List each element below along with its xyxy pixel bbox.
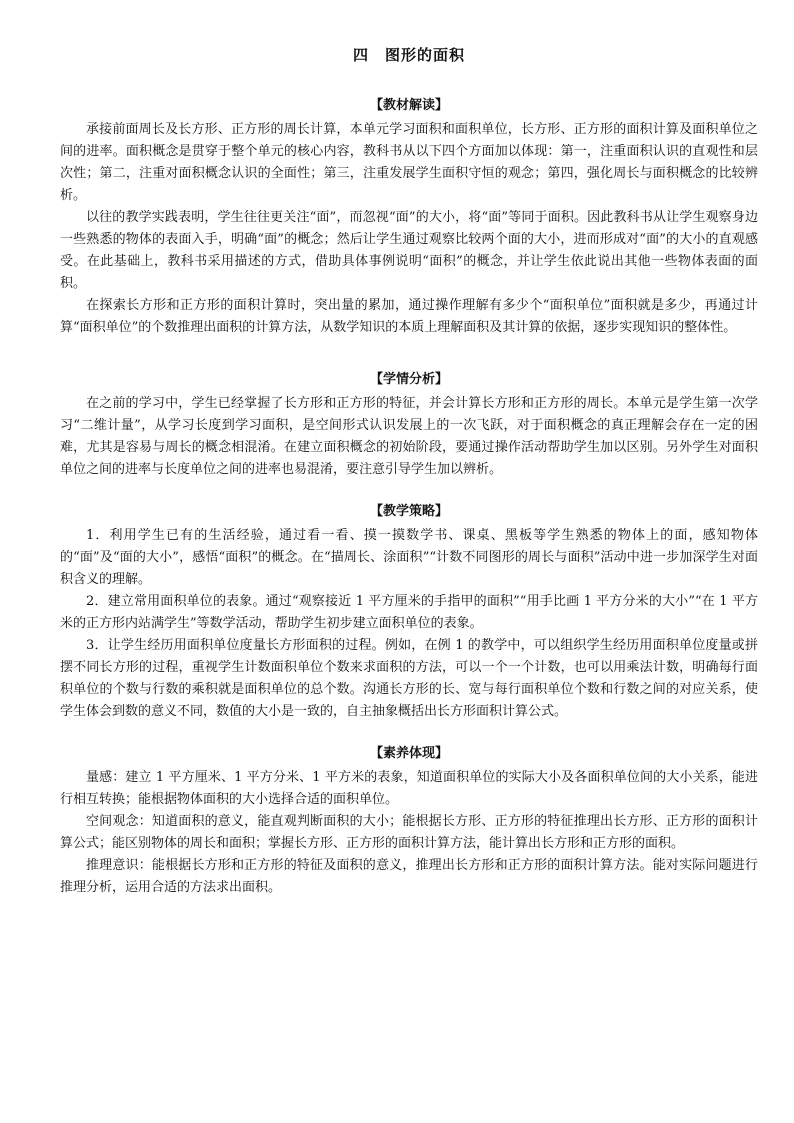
- section-heading: 【教学策略】: [369, 504, 448, 519]
- section-heading: 【学情分析】: [369, 372, 448, 387]
- paragraph: 承接前面周长及长方形、正方形的周长计算，本单元学习面积和面积单位，长方形、正方形的面积计算及面积单位之间的进率。面积概念是贯穿于整个单元的核心内容，教科书从以下四个方面加以体现：第一，注重面积认识的直观性和层次性；第二，注重对面积概念认识的全面性；第三，注重发展学生面积守恒的观念；第四，强化周长与面积概念的比较辨析。: [60, 122, 758, 203]
- section-literacy-embodiment: [60, 743, 758, 899]
- section-heading: 【教材解读】: [369, 98, 448, 113]
- paragraph: 在探索长方形和正方形的面积计算时，突出量的累加，通过操作理解有多少个“面积单位”面积就是多少，再通过计算“面积单位”的个数推理出面积的计算方法，从数学知识的本质上理解面积及其计算的依据，逐步实现知识的整体性。: [60, 298, 758, 335]
- paragraph: 推理意识：能根据长方形和正方形的特征及面积的意义，推理出长方形和正方形的面积计算方法。能对实际问题进行推理分析，运用合适的方法求出面积。: [60, 858, 758, 895]
- page-title: 四 图形的面积: [352, 46, 465, 64]
- section-spacer: [60, 723, 758, 743]
- paragraph: 1．利用学生已有的生活经验，通过看一看、摸一摸数学书、课桌、黑板等学生熟悉的物体上的面，感知物体的“面”及“面的大小”，感悟“面积”的概念。在“描周长、涂面积”“计数不同图形的周长与面积”活动中进一步加深学生对面积含义的理解。: [60, 528, 758, 587]
- section-heading: 【素养体现】: [369, 746, 448, 761]
- paragraph: 2．建立常用面积单位的表象。通过“观察接近 1 平方厘米的手指甲的面积”“用手比画 1 平方分米的大小”“在 1 平方米的正方形内站满学生”等数学活动，帮助学生初步建立面积单位的表象。: [60, 594, 758, 631]
- section-learner-analysis: [60, 369, 758, 481]
- paragraph: 以往的教学实践表明，学生往往更关注“面”，而忽视“面”的大小，将“面”等同于面积。因此教科书从让学生观察身边一些熟悉的物体的表面入手，明确“面”的概念；然后让学生通过观察比较两个面的大小，进而形成对“面”的大小的直观感受。在此基础上，教科书采用描述的方式，借助具体事例说明“面积”的概念，并让学生依此说出其他一些物体表面的面积。: [60, 210, 758, 291]
- section-spacer: [60, 339, 758, 369]
- paragraph: 空间观念：知道面积的意义，能直观判断面积的大小；能根据长方形、正方形的特征推理出长方形、正方形的面积计算公式；能区别物体的周长和面积；掌握长方形、正方形的面积计算方法，能计算出长方形和正方形的面积。: [60, 814, 758, 851]
- section-teaching-strategy: [60, 501, 758, 723]
- paragraph: 3．让学生经历用面积单位度量长方形面积的过程。例如，在例 1 的教学中，可以组织学生经历用面积单位度量或拼摆不同长方形的过程，重视学生计数面积单位个数来求面积的方法，可以一个一个计数，也可以用乘法计数，明确每行面积单位的个数与行数的乘积就是面积单位的总个数。沟通长方形的长、宽与每行面积单位个数和行数之间的对应关系，使学生体会到数的意义不同，数值的大小是一致的，自主抽象概括出长方形面积计算公式。: [60, 638, 758, 719]
- section-textbook-interpretation: [60, 95, 758, 339]
- paragraph: 量感：建立 1 平方厘米、1 平方分米、1 平方米的表象，知道面积单位的实际大小及各面积单位间的大小关系，能进行相互转换；能根据物体面积的大小选择合适的面积单位。: [60, 770, 758, 807]
- paragraph: 在之前的学习中，学生已经掌握了长方形和正方形的特征，并会计算长方形和正方形的周长。本单元是学生第一次学习“二维计量”，从学习长度到学习面积，是空间形式认识发展上的一次飞跃，对于面积概念的真正理解会存在一定的困难，尤其是容易与周长的概念相混淆。在建立面积概念的初始阶段，要通过操作活动帮助学生加以区别。另外学生对面积单位之间的进率与长度单位之间的进率也易混淆，要注意引导学生加以辨析。: [60, 396, 758, 477]
- document-page: [60, 44, 758, 899]
- section-spacer: [60, 481, 758, 501]
